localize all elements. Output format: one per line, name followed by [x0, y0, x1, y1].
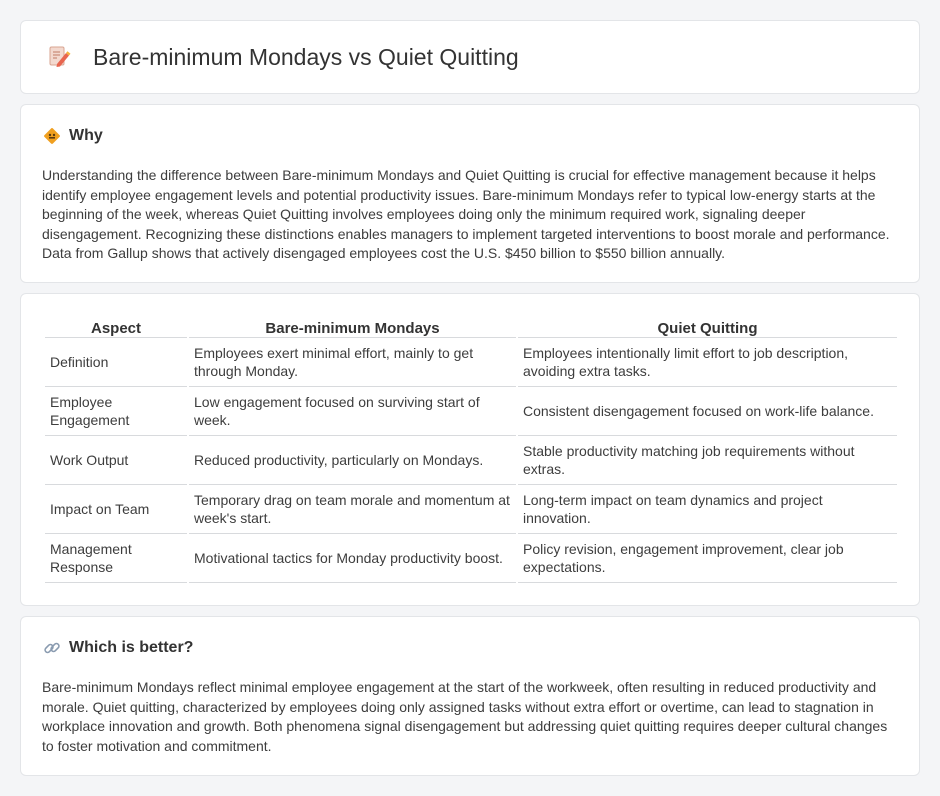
row-bare-minimum-mondays: Temporary drag on team morale and momentum at week's start.	[189, 485, 516, 534]
table-row	[45, 387, 897, 436]
why-paragraph: Understanding the difference between Bare-minimum Mondays and Quiet Quitting is crucial for effective management because it helps identify employee engagement levels and potential productivity issues. Bare-minimum Mondays refer to typical low-energy starts at the beginning of the week, whereas Quiet Quitting involves employees doing only the minimum required work, signaling deeper disengagement. Recognizing these distinctions enables managers to implement targeted interventions to boost morale and performance. Data from Gallup shows that actively disengaged employees cost the U.S. $450 billion to $550 billion annually.	[42, 167, 890, 262]
page-title: Bare-minimum Mondays vs Quiet Quitting	[93, 43, 519, 70]
row-bare-minimum-mondays: Low engagement focused on surviving start of week.	[189, 387, 516, 436]
comparison-card	[20, 293, 920, 606]
table-row	[45, 485, 897, 534]
road-sign-icon	[43, 127, 61, 145]
row-quiet-quitting: Employees intentionally limit effort to job description, avoiding extra tasks.	[518, 338, 897, 387]
header-bare-minimum-mondays: Bare-minimum Mondays	[189, 316, 516, 338]
table-header-row	[45, 316, 897, 338]
row-quiet-quitting: Stable productivity matching job requirements without extras.	[518, 436, 897, 485]
table-row	[45, 534, 897, 583]
comparison-table	[43, 316, 899, 583]
table-row	[45, 338, 897, 387]
row-aspect: Employee Engagement	[45, 387, 187, 436]
row-quiet-quitting: Policy revision, engagement improvement, clear job expectations.	[518, 534, 897, 583]
row-aspect: Impact on Team	[45, 485, 187, 534]
why-card	[20, 104, 920, 283]
better-heading: Which is better?	[69, 639, 194, 656]
row-quiet-quitting: Consistent disengagement focused on work-life balance.	[518, 387, 897, 436]
header-aspect: Aspect	[45, 316, 187, 338]
row-aspect: Management Response	[45, 534, 187, 583]
document-pencil-icon	[47, 45, 71, 69]
row-bare-minimum-mondays: Reduced productivity, particularly on Mondays.	[189, 436, 516, 485]
table-row	[45, 436, 897, 485]
row-quiet-quitting: Long-term impact on team dynamics and project innovation.	[518, 485, 897, 534]
link-icon	[43, 639, 61, 657]
why-heading: Why	[69, 127, 103, 144]
why-heading-row	[43, 127, 103, 145]
header-quiet-quitting: Quiet Quitting	[518, 316, 897, 338]
row-aspect: Definition	[45, 338, 187, 387]
which-is-better-card	[20, 616, 920, 776]
row-bare-minimum-mondays: Motivational tactics for Monday productivity boost.	[189, 534, 516, 583]
row-bare-minimum-mondays: Employees exert minimal effort, mainly to get through Monday.	[189, 338, 516, 387]
row-aspect: Work Output	[45, 436, 187, 485]
better-heading-row	[43, 639, 193, 657]
better-paragraph: Bare-minimum Mondays reflect minimal employee engagement at the start of the workweek, often resulting in reduced productivity and morale. Quiet quitting, characterized by employees doing only assigned tasks without extra effort or overtime, can lead to stagnation in workplace innovation and growth. Both phenomena signal disengagement but addressing quiet quitting requires deeper cultural changes to foster motivation and commitment.	[42, 679, 888, 754]
title-card	[20, 20, 920, 94]
